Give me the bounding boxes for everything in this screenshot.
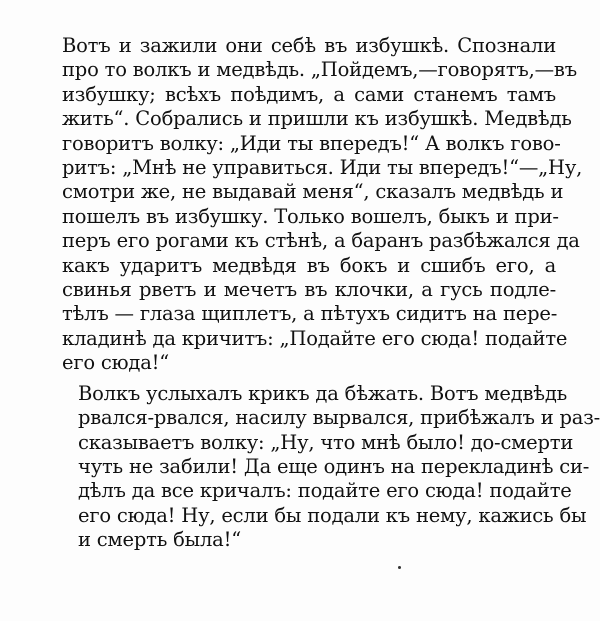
text-line: избушку; всѣхъ поѣдимъ, а сами станемъ тамъ bbox=[62, 82, 556, 106]
text-line: ритъ: „Мнѣ не управиться. Иди ты впередъ!“—„Ну, bbox=[62, 156, 583, 180]
text-line: дѣлъ да все кричалъ: подайте его сюда! подайте bbox=[78, 479, 572, 503]
text-line: говоритъ волку: „Иди ты впередъ!“ А волкъ гово- bbox=[62, 131, 561, 155]
text-line: тѣлъ — глаза щиплетъ, а пѣтухъ сидитъ на пере- bbox=[62, 302, 558, 326]
text-line: и смерть была!“ bbox=[78, 528, 241, 552]
text-line: сказываетъ волку: „Ну, что мнѣ было! до-смерти bbox=[78, 430, 574, 454]
paragraph-2 bbox=[62, 381, 600, 553]
text-line: жить“. Собрались и пришли къ избушкѣ. Медвѣдь bbox=[62, 107, 572, 131]
text-line: рвался-рвался, насилу вырвался, прибѣжалъ и раз- bbox=[78, 406, 600, 430]
text-line: про то волкъ и медвѣдь. „Пойдемъ,—говорятъ,—въ bbox=[62, 58, 577, 82]
text-line: свинья рветъ и мечетъ въ клочки, а гусь подле- bbox=[62, 278, 556, 302]
text-line: смотри же, не выдавай меня“, сказалъ медвѣдь и bbox=[62, 180, 564, 204]
paragraph-1 bbox=[62, 34, 583, 376]
print-speck bbox=[398, 566, 401, 569]
text-line: кладинѣ да кричитъ: „Подайте его сюда! подайте bbox=[62, 326, 568, 350]
text-line: пошелъ въ избушку. Только вошелъ, быкъ и при- bbox=[62, 204, 559, 228]
text-line: его сюда!“ bbox=[62, 351, 170, 375]
text-line: Волкъ услыхалъ крикъ да бѣжать. Вотъ медвѣдь bbox=[78, 381, 568, 405]
text-line: его сюда! Ну, если бы подали къ нему, кажись бы bbox=[78, 503, 587, 527]
text-body bbox=[62, 34, 600, 553]
text-line: перъ его рогами къ стѣнѣ, а баранъ разбѣжался да bbox=[62, 229, 580, 253]
text-line: Вотъ и зажили они себѣ въ избушкѣ. Спознали bbox=[62, 34, 556, 57]
text-line: чуть не забили! Да еще одинъ на перекладинѣ си- bbox=[78, 454, 590, 478]
text-line: какъ ударитъ медвѣдя въ бокъ и сшибъ его, а bbox=[62, 253, 556, 277]
